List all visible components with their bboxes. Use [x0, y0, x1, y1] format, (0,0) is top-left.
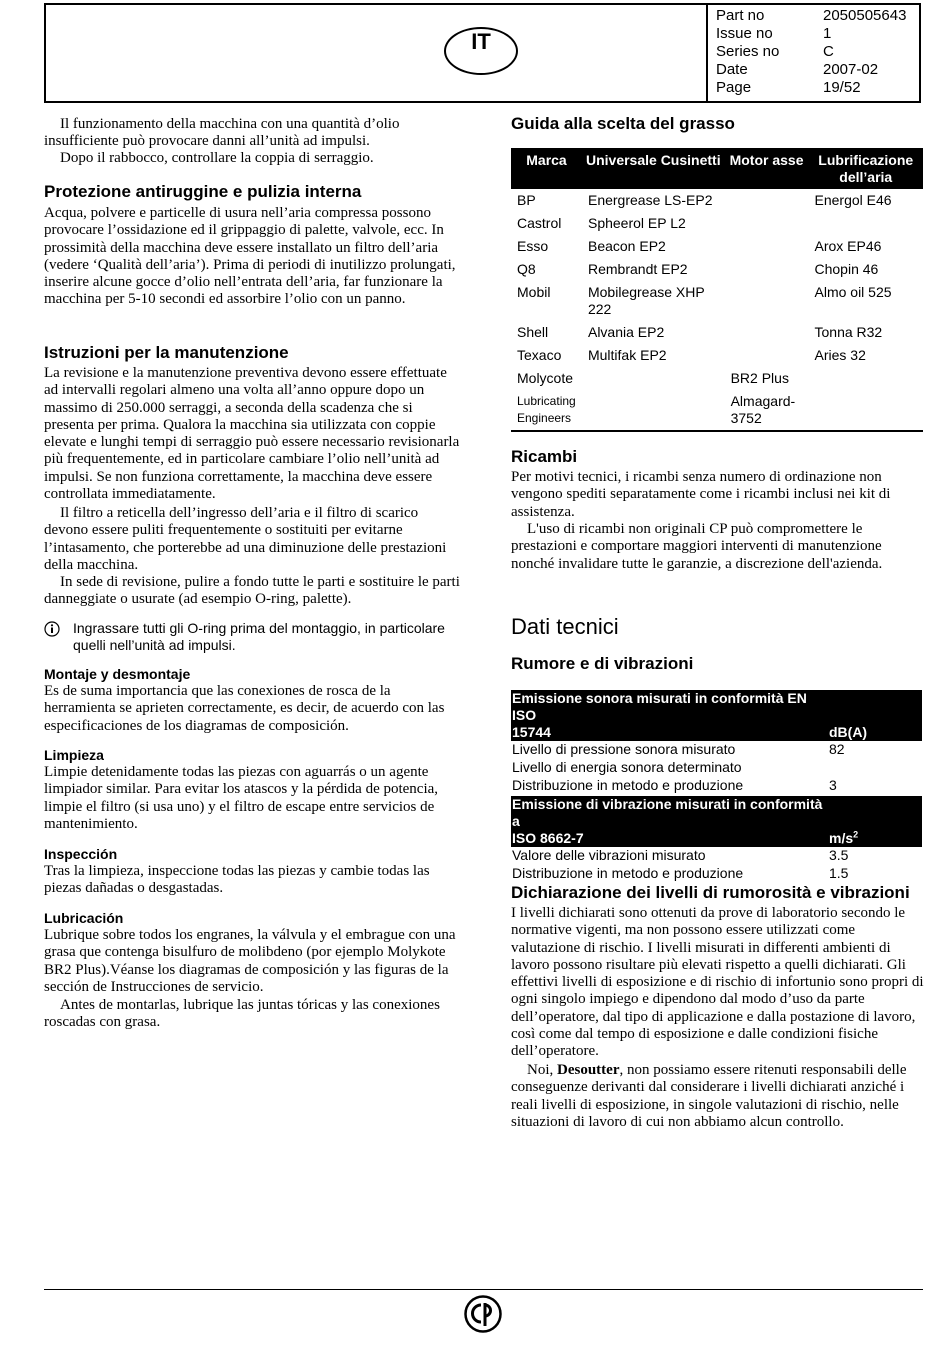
section-title-montaje: Montaje y desmontaje	[44, 666, 191, 682]
table-row: Livello di energia sonora determinato	[512, 759, 742, 775]
grease-cell: Multifak EP2	[587, 347, 667, 363]
dichiarazione-p1: I livelli dichiarati sono ottenuti da prove di laboratorio secondo le normative vigenti, ma non possono essere utilizzati come valutazione di rischio. I livelli misurati in differenti ambienti di lavoro possono risultare più elevati rispetto a quelli dichiarati. Gli effettivi livelli di esposizione e di rischio di infortunio sono propri di ogni singolo impiego e dipendono dal modo d’uso da parte dell’operatore, dal tipo di applicazione e dalla postazione di lavoro, così come dal tempo di esposizione e dalle condizioni fisiche dell’operatore.	[511, 905, 924, 1060]
inspeccion-text: Tras la limpieza, inspeccione todas las piezas y cambie todas las piezas dañadas o desgastadas.	[44, 863, 430, 897]
grease-cell: Q8	[517, 261, 536, 277]
table-row	[511, 390, 923, 431]
grease-cell: Castrol	[517, 215, 562, 231]
section-title-lubricacion: Lubricación	[44, 910, 124, 926]
vibration-table-header	[511, 796, 922, 847]
note-text: Ingrassare tutti gli O-ring prima del montaggio, in particolare quelli nell’unità ad impulsi.	[73, 620, 445, 653]
grease-cell: Tonna R32	[814, 324, 883, 340]
cp-logo-icon	[464, 1295, 502, 1333]
grease-cell: Mobil	[517, 284, 551, 300]
grease-cell: Lubricating Engineers	[511, 390, 582, 431]
meta-issue-no: Issue no 1	[716, 25, 832, 42]
section-title-istruzioni: Istruzioni per la manutenzione	[44, 343, 289, 362]
grease-header-cell: Motor asse	[725, 148, 809, 189]
vibration-emission-table	[511, 796, 922, 883]
sound-emission-table	[511, 690, 922, 795]
grease-cell	[809, 390, 924, 431]
document-meta	[716, 7, 906, 97]
section-title-limpieza: Limpieza	[44, 747, 104, 763]
lubricacion-p1: Lubrique sobre todos los engranes, la válvula y el embrague con una grasa que contenga bisulfuro de molibdeno (por ejemplo Molykote BR2 Plus).Véanse los diagramas de composición y las figuras de la sección de Instrucciones de servicio.	[44, 927, 456, 995]
section-title-dati: Dati tecnici	[511, 614, 619, 639]
grease-cell	[725, 212, 809, 235]
sound-table-header	[511, 690, 922, 741]
section-title-inspeccion: Inspección	[44, 846, 118, 862]
grease-cell: Texaco	[517, 347, 562, 363]
grease-cell	[582, 367, 725, 390]
grease-cell: Shell	[517, 324, 549, 340]
grease-cell: Almo oil 525	[814, 284, 892, 300]
vibration-header-title: Emissione di vibrazione misurati in conformità a ISO 8662-7	[511, 796, 828, 847]
language-badge: IT	[444, 27, 518, 75]
grease-header-cell: Marca	[511, 148, 582, 189]
grease-cell: Beacon EP2	[587, 238, 666, 254]
table-row	[511, 367, 923, 390]
meta-series-no: Series no C	[716, 43, 834, 60]
grease-cell: Alvania EP2	[587, 324, 665, 340]
grease-cell: Esso	[517, 238, 549, 254]
grease-cell	[725, 235, 809, 258]
meta-part-no: Part no 2050505643	[716, 7, 907, 24]
table-row: Distribuzione in metodo e produzione 3	[512, 777, 837, 793]
section-title-protezione: Protezione antiruggine e pulizia interna	[44, 182, 362, 201]
ricambi-p2: L'uso di ricambi non originali CP può compromettere le prestazioni e comportare maggiori interventi di manutenzione nonché invalidare tutte le garanzie, a discrezione dell'azienda.	[511, 521, 883, 572]
grease-cell: Almagard- 3752	[725, 390, 809, 431]
table-row	[511, 344, 923, 367]
header-divider	[706, 5, 708, 101]
intro-paragraph-2: Dopo il rabbocco, controllare la coppia di serraggio.	[60, 150, 374, 166]
table-row	[511, 189, 923, 212]
table-row	[511, 212, 923, 235]
grease-table	[511, 148, 923, 432]
grease-cell: Energol E46	[814, 192, 892, 208]
grease-cell	[725, 258, 809, 281]
limpieza-text: Limpie detenidamente todas las piezas con aguarrás o un agente limpiador similar. Para evitar los atascos y la pérdida de potencia, limpie el filtro (si usa uno) y el filtro de escape entre servicios de mantenimiento.	[44, 764, 439, 832]
grease-cell: BR2 Plus	[730, 370, 789, 386]
section-title-guida: Guida alla scelta del grasso	[511, 114, 735, 133]
lubricacion-p2: Antes de montarlas, lubrique las juntas tóricas y las conexiones roscadas con grasa.	[44, 997, 440, 1031]
istruzioni-p2: Il filtro a reticella dell’ingresso dell’aria e il filtro di scarico devono essere puliti frequentemente o sostituiti per evitarne l’intasamento, che porterebbe ad una diminuzione delle prestazioni della macchina.	[44, 505, 447, 573]
grease-cell	[809, 212, 924, 235]
grease-cell	[725, 321, 809, 344]
sound-header-title: Emissione sonora misurati in conformità EN ISO 15744	[511, 690, 828, 741]
dichiarazione-p2: Noi, Desoutter, non possiamo essere ritenuti responsabili delle conseguenze derivanti dal considerare i livelli dichiarati anziché i reali livelli di esposizione, in singole valutazioni di rischio, nelle situazioni di lavoro di cui non abbiamo alcun controllo.	[511, 1062, 907, 1130]
grease-cell: Energrease LS-EP2	[587, 192, 713, 208]
table-row: Valore delle vibrazioni misurato 3.5	[512, 847, 849, 863]
section-title-ricambi: Ricambi	[511, 447, 578, 466]
istruzioni-p3: In sede di revisione, pulire a fondo tutte le parti e sostituire le parti danneggiate o usurate (ad esempio O-ring, palette).	[44, 574, 460, 608]
ricambi-p1: Per motivi tecnici, i ricambi senza numero di ordinazione non vengono spediti separatamente come i ricambi inclusi nei kit di assistenza.	[511, 469, 891, 520]
grease-cell: Rembrandt EP2	[587, 261, 688, 277]
grease-cell	[725, 189, 809, 212]
table-row	[511, 235, 923, 258]
meta-page: Page 19/52	[716, 79, 861, 96]
page-header	[44, 3, 921, 103]
montaje-text: Es de suma importancia que las conexiones de rosca de la herramienta se aprieten correctamente, es decir, de acuerdo con las especificaciones de los diagramas de composición.	[44, 683, 445, 734]
vibration-header-unit: $m/s^2$	[828, 796, 922, 847]
meta-date: Date 2007-02	[716, 61, 879, 78]
grease-header-cell: Universale Cusinetti	[582, 148, 725, 189]
grease-cell	[582, 390, 725, 431]
table-row: Distribuzione in metodo e produzione 1.5	[512, 865, 849, 881]
grease-cell: BP	[517, 192, 536, 208]
grease-cell: Aries 32	[814, 347, 866, 363]
table-row	[511, 281, 923, 321]
grease-cell	[725, 281, 809, 321]
table-row: Livello di pressione sonora misurato 82	[512, 741, 845, 757]
grease-table-header	[511, 148, 923, 189]
footer-divider	[44, 1289, 923, 1290]
grease-cell: Mobilegrease XHP 222	[587, 284, 705, 317]
grease-cell: Spheerol EP L2	[587, 215, 686, 231]
sound-header-unit: dB(A)	[828, 690, 922, 741]
istruzioni-p1: La revisione e la manutenzione preventiva devono essere effettuate ad intervalli regolari almeno una volta all’anno oppure dopo un massimo di 250.000 serraggi, a seconda della scadenza che si presenta per prima. Qualora la macchina sia utilizzata con coppie elevate e lunghi tempi di serraggio può essere necessario revisionarla più frequentemente, ed in particolare cambiare l’olio nell’unità ad impulsi. Se non funziona correttamente, la macchina deve essere controllata immediatamente.	[44, 365, 460, 503]
table-row	[511, 258, 923, 281]
section-title-dichiarazione: Dichiarazione dei livelli di rumorosità e vibrazioni	[511, 883, 910, 902]
protezione-text: Acqua, polvere e particelle di usura nell’aria compressa possono provocare l’ossidazione ed il grippaggio di palette, valvole, ecc. In prossimità della macchina deve essere installato un filtro dell’aria (vedere ‘Qualità dell’aria’). Prima di periodi di inutilizzo prolungati, inserire alcune gocce d’olio nell’entrata dell’aria, far funzionare la macchina per 5-10 secondi ed assorbire l’olio con un panno.	[44, 205, 456, 308]
table-row	[511, 321, 923, 344]
grease-cell	[725, 344, 809, 367]
grease-cell: Molycote	[517, 370, 574, 386]
grease-cell: Chopin 46	[814, 261, 879, 277]
grease-cell	[809, 367, 924, 390]
intro-paragraph: Il funzionamento della macchina con una quantità d’olio insufficiente può provocare danni all’unità ad impulsi.	[44, 116, 400, 150]
section-title-rumore: Rumore e di vibrazioni	[511, 654, 694, 673]
grease-header-cell: Lubrificazione dell’aria	[809, 148, 924, 189]
info-icon	[44, 621, 60, 637]
grease-cell: Arox EP46	[814, 238, 882, 254]
